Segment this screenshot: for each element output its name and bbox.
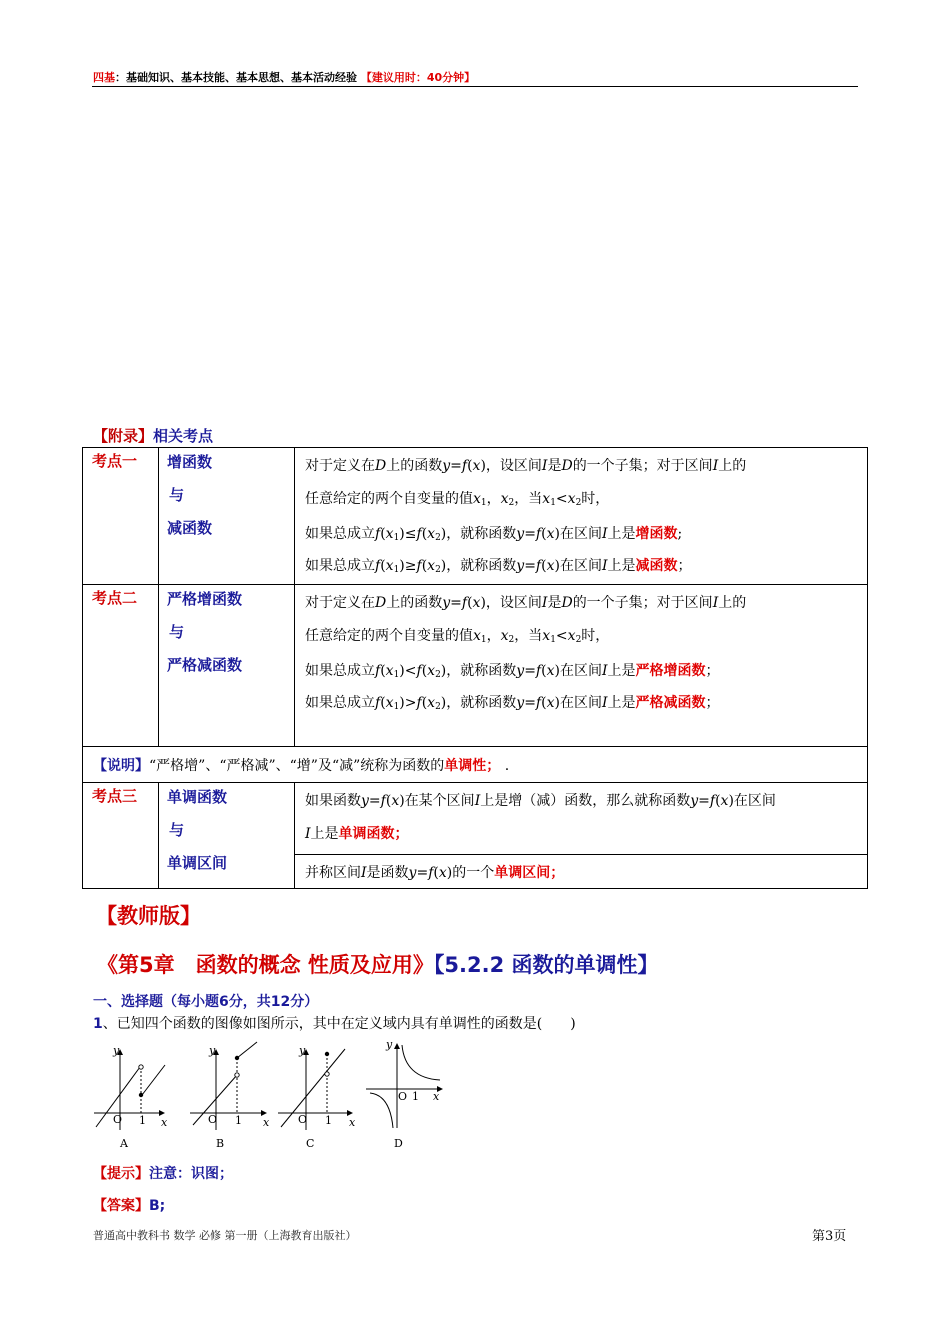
kaodian-1-definition: 对于定义在D上的函数y=f(x)，设区间I是D的一个子集；对于区间I上的 任意给定的两个自变量的值$x_1$，$x_2$，当$x_1<x_2$时， 如果总成立$f(x_1)\le f(x_2)$，就称函数y=f(x)在区间I上是增函数; 如果总成立$f(x_1)\ge f(x_2)$，就称函数y=f(x)在区间I上是减函数； bbox=[295, 448, 868, 585]
svg-text:x: x bbox=[263, 1116, 270, 1129]
svg-text:x: x bbox=[161, 1116, 168, 1129]
kaodian-1-names: 增函数 与 减函数 bbox=[159, 448, 295, 585]
answer: 【答案】B; bbox=[93, 1198, 166, 1214]
graph-label-d: D bbox=[394, 1137, 403, 1150]
graph-label-a: A bbox=[120, 1137, 128, 1150]
svg-text:1: 1 bbox=[325, 1114, 332, 1127]
kaodian-1: 考点一 bbox=[83, 448, 159, 585]
graph-label-c: C bbox=[306, 1137, 315, 1150]
kaodian-3-definition: 如果函数y=f(x)在某个区间I上是增（减）函数，那么就称函数y=f(x)在区间 I上是单调函数； bbox=[295, 783, 868, 855]
svg-text:O: O bbox=[113, 1113, 123, 1126]
key-points-table bbox=[82, 447, 868, 889]
question-1: 1、已知四个函数的图像如图所示，其中在定义域内具有单调性的函数是( ) bbox=[93, 1016, 576, 1032]
svg-text:y: y bbox=[113, 1044, 120, 1057]
hint: 【提示】注意：识图； bbox=[93, 1166, 233, 1182]
kaodian-2: 考点二 bbox=[83, 585, 159, 747]
kaodian-2-definition: 对于定义在D上的函数y=f(x)，设区间I是D的一个子集；对于区间I上的 任意给定的两个自变量的值$x_1$，$x_2$，当$x_1<x_2$时， 如果总成立$f(x_1)<f(x_2)$，就称函数y=f(x)在区间I上是严格增函数； 如果总成立$f(x_1)>f(x_2)$，就称函数y=f(x)在区间I上是严格减函数； bbox=[295, 585, 868, 747]
kaodian-3-interval: 并称区间I是函数y=f(x)的一个单调区间； bbox=[295, 855, 868, 889]
page-header: 四基：基础知识、基本技能、基本思想、基本活动经验 【建议用时：40分钟】 bbox=[93, 71, 476, 84]
svg-text:1: 1 bbox=[235, 1114, 242, 1127]
kaodian-2-names: 严格增函数 与 严格减函数 bbox=[159, 585, 295, 747]
svg-text:y: y bbox=[386, 1040, 393, 1051]
svg-text:x: x bbox=[433, 1090, 440, 1103]
kaodian-3-names: 单调函数 与 单调区间 bbox=[159, 783, 295, 889]
graph-b bbox=[190, 1042, 266, 1130]
svg-text:1: 1 bbox=[139, 1114, 146, 1127]
graph-c bbox=[278, 1049, 352, 1130]
svg-text:x: x bbox=[349, 1116, 356, 1129]
section-heading: 一、选择题（每小题6分，共12分） bbox=[93, 994, 319, 1010]
graph-d bbox=[366, 1044, 442, 1128]
svg-text:O: O bbox=[298, 1113, 308, 1126]
teacher-version-title: 【教师版】 bbox=[96, 904, 201, 928]
appendix-title: 【附录】相关考点 bbox=[93, 427, 214, 445]
function-graphs-figure bbox=[90, 1040, 450, 1155]
page-number: 第3页 bbox=[812, 1229, 847, 1244]
footer-book: 普通高中教科书 数学 必修 第一册（上海教育出版社） bbox=[93, 1229, 357, 1242]
graph-label-b: B bbox=[216, 1137, 225, 1150]
svg-text:O: O bbox=[398, 1090, 408, 1103]
graph-a bbox=[94, 1050, 165, 1130]
svg-text:1: 1 bbox=[412, 1090, 419, 1103]
header-rule bbox=[92, 86, 858, 87]
svg-text:y: y bbox=[209, 1044, 216, 1057]
svg-text:O: O bbox=[208, 1113, 218, 1126]
svg-text:y: y bbox=[299, 1044, 306, 1057]
chapter-title: 《第5章 函数的概念 性质及应用》【5.2.2 函数的单调性】 bbox=[97, 953, 659, 977]
note-row: 【说明】“严格增”、“严格减”、“增”及“减”统称为函数的单调性； . bbox=[83, 747, 868, 783]
kaodian-3: 考点三 bbox=[83, 783, 159, 889]
